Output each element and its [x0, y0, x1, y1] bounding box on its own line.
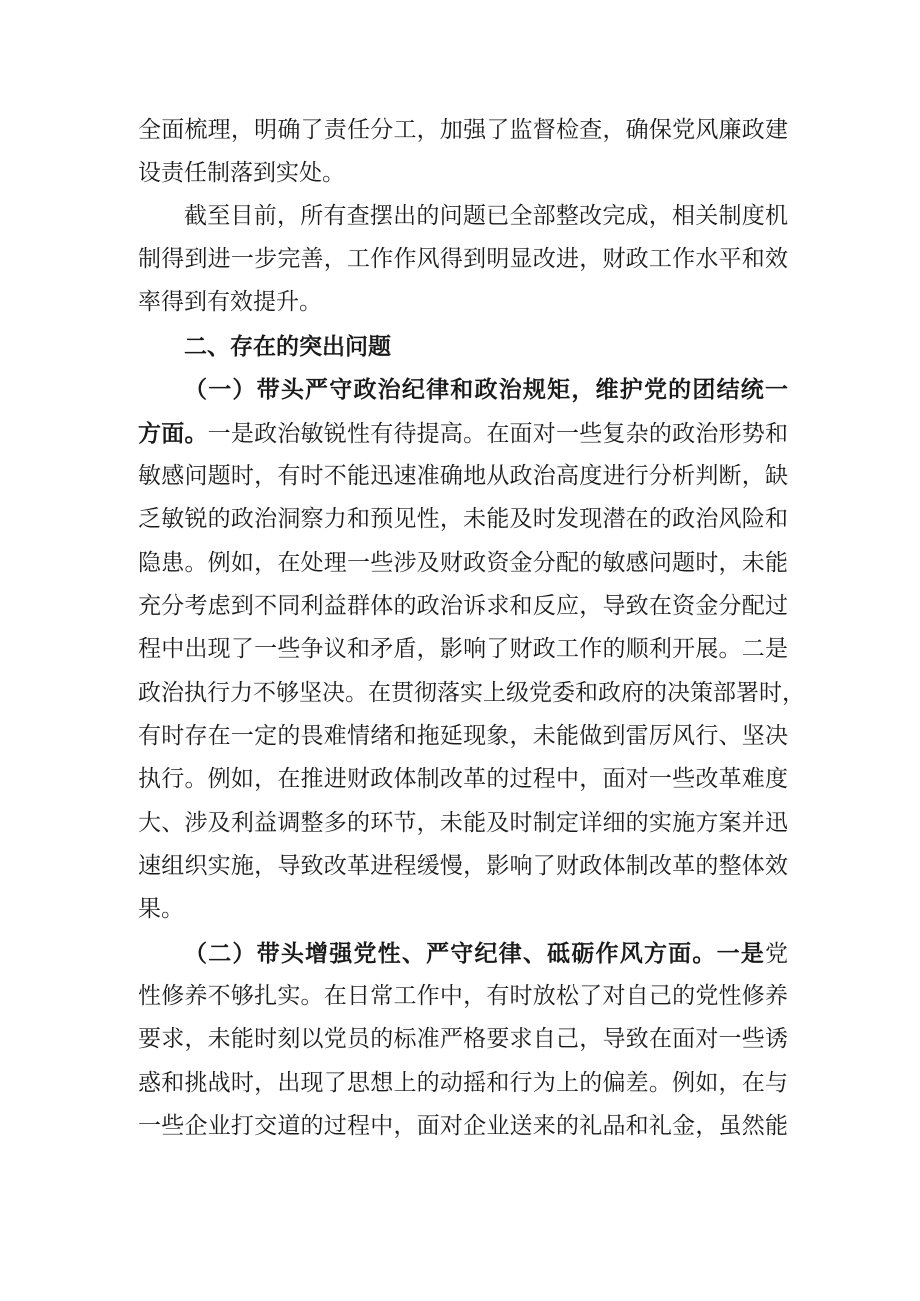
text-segment: 果。: [138, 896, 184, 922]
subsection-heading: [184, 368, 788, 411]
text-segment: 有时存在一定的畏难情绪和拖延现象，未能做到雷厉风行、坚决: [138, 723, 788, 749]
text-line: [138, 455, 788, 498]
text-segment: 一是政治敏锐性有待提高。在面对一些复杂的政治形势和: [207, 421, 789, 447]
text-line: [138, 802, 788, 845]
text-segment: 执行。例如，在推进财政体制改革的过程中，面对一些改革难度: [138, 766, 788, 792]
text-line: [138, 888, 788, 931]
text-segment: 截至目前，所有查摆出的问题已全部整改完成，相关制度机: [184, 203, 788, 229]
subsection-heading: [184, 932, 788, 975]
text-line: [138, 975, 788, 1018]
text-line: [184, 195, 788, 238]
text-segment: 惑和挑战时，出现了思想上的动摇和行为上的偏差。例如，在与: [138, 1070, 788, 1096]
text-segment: 充分考虑到不同利益群体的政治诉求和反应，导致在资金分配过: [138, 593, 788, 619]
text-segment: 性修养不够扎实。在日常工作中，有时放松了对自己的党性修养: [138, 983, 788, 1009]
text-segment: 一些企业打交道的过程中，面对企业送来的礼品和礼金，虽然能: [138, 1113, 788, 1139]
text-line: [138, 238, 788, 281]
text-line: [138, 109, 788, 152]
text-line: [138, 1062, 788, 1105]
text-line: [138, 498, 788, 541]
text-line: [138, 412, 788, 455]
text-segment: 乏敏锐的政治洞察力和预见性，未能及时发现潜在的政治风险和: [138, 506, 788, 532]
text-segment: 方面。: [138, 420, 208, 447]
text-segment: 要求，未能时刻以党员的标准严格要求自己，导致在面对一些诱: [138, 1026, 788, 1052]
text-line: [138, 152, 788, 195]
text-line: [138, 1105, 788, 1148]
text-segment: 率得到有效提升。: [138, 289, 322, 315]
text-segment: （二）带头增强党性、严守纪律、砥砺作风方面。一是: [184, 940, 765, 967]
text-line: [138, 542, 788, 585]
text-segment: 全面梳理，明确了责任分工，加强了监督检查，确保党风廉政建: [138, 117, 788, 143]
text-segment: 二、存在的突出问题: [184, 333, 391, 360]
text-segment: （一）带头严守政治纪律和政治规矩，维护党的团结统一: [184, 376, 788, 403]
text-segment: 大、涉及利益调整多的环节，未能及时制定详细的实施方案并迅: [138, 810, 788, 836]
text-segment: 程中出现了一些争议和矛盾，影响了财政工作的顺利开展。二是: [138, 636, 788, 662]
text-line: [138, 845, 788, 888]
text-segment: 党: [765, 941, 788, 967]
text-line: [138, 715, 788, 758]
text-segment: 制得到进一步完善，工作作风得到明显改进，财政工作水平和效: [138, 246, 788, 272]
text-line: [138, 585, 788, 628]
text-line: [138, 672, 805, 715]
section-heading: [184, 325, 788, 368]
text-line: [138, 1018, 788, 1061]
text-segment: 政治执行力不够坚决。在贯彻落实上级党委和政府的决策部署时，: [138, 680, 805, 706]
text-line: [138, 628, 788, 671]
text-segment: 速组织实施，导致改革进程缓慢，影响了财政体制改革的整体效: [138, 853, 788, 879]
text-segment: 敏感问题时，有时不能迅速准确地从政治高度进行分析判断，缺: [138, 463, 788, 489]
text-line: [138, 758, 788, 801]
text-line: [138, 281, 788, 324]
text-segment: 设责任制落到实处。: [138, 160, 345, 186]
text-segment: 隐患。例如，在处理一些涉及财政资金分配的敏感问题时，未能: [138, 550, 788, 576]
